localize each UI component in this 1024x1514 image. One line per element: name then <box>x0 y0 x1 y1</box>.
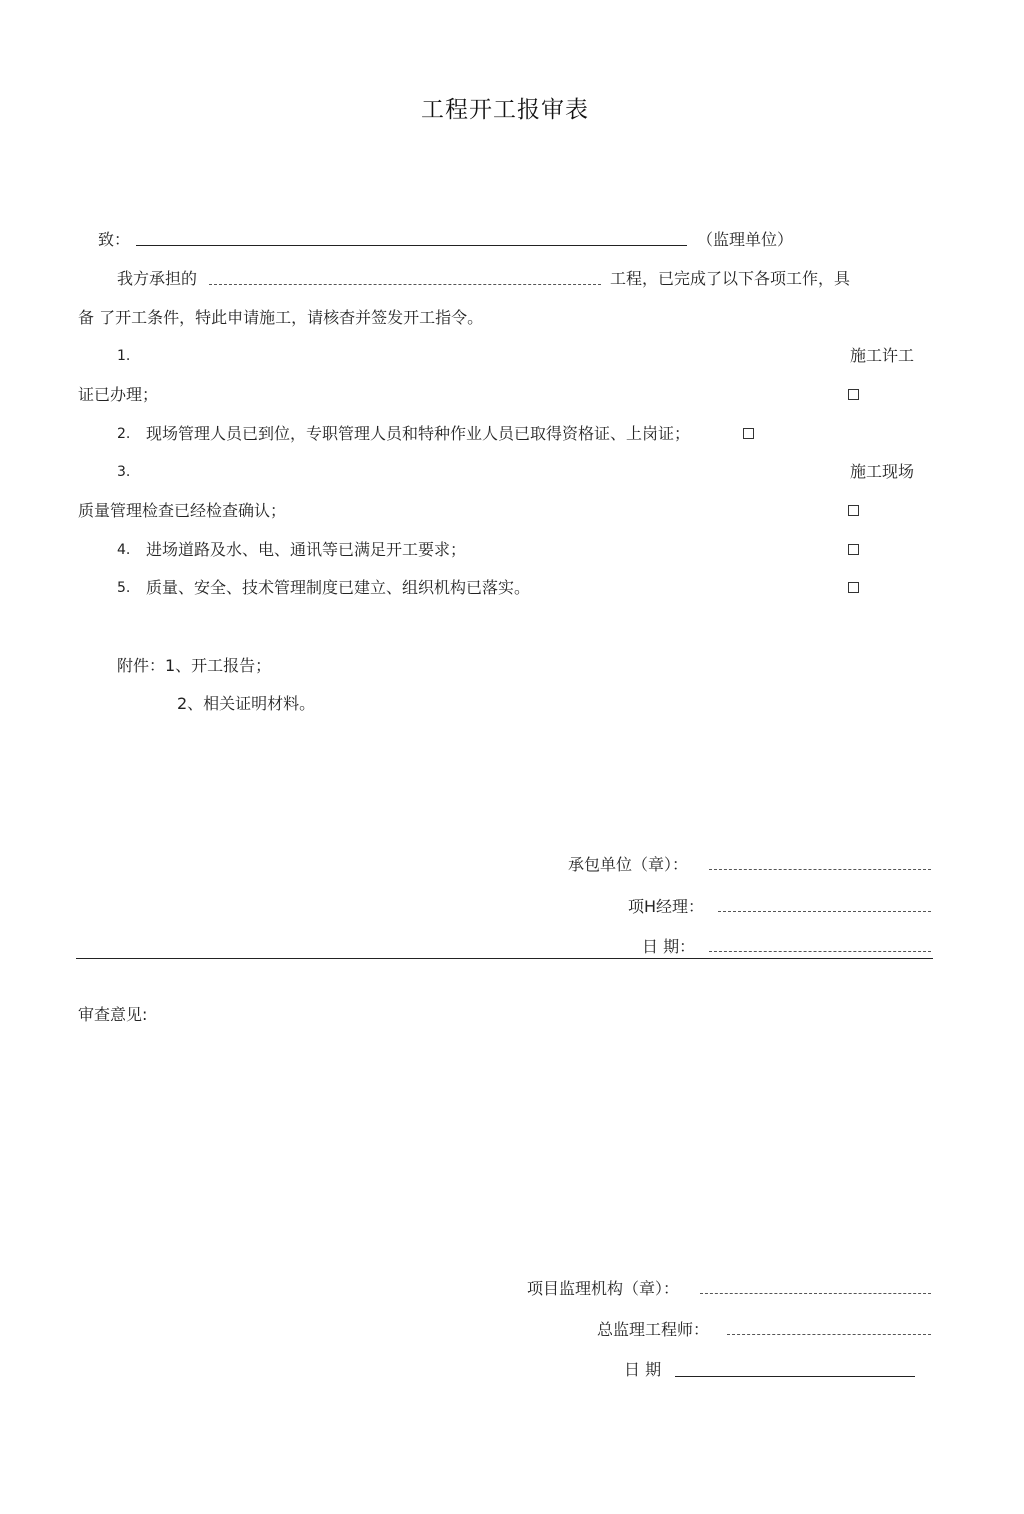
section-divider <box>76 958 933 959</box>
contractor-unit-label: 承包单位（章）： <box>568 855 689 874</box>
item-5-checkbox[interactable] <box>848 582 859 593</box>
item-1-text-right: 施工许工 <box>850 346 915 365</box>
item-4-checkbox[interactable] <box>848 544 859 555</box>
item-5-number: 5. <box>117 580 131 596</box>
item-2-text: 现场管理人员已到位，专职管理人员和特种作业人员已取得资格证、上岗证； <box>146 424 691 443</box>
intro-line2: 备 了开工条件，特此申请施工，请核杳并签发开工指令。 <box>78 308 484 327</box>
supervisor-date-label: 日 期 <box>624 1360 662 1379</box>
item-1-checkbox[interactable] <box>848 389 859 400</box>
supervisor-date-field[interactable] <box>675 1376 915 1377</box>
item-1-number: 1. <box>117 348 131 364</box>
to-suffix: （监理单位） <box>697 230 794 249</box>
to-recipient-field[interactable] <box>136 245 687 246</box>
item-3-checkbox[interactable] <box>848 505 859 516</box>
intro-line1-end: 工程，已完成了以下各项工作，具 <box>610 269 851 288</box>
item-1-text-cont: 证已办理； <box>78 385 159 404</box>
item-4-number: 4. <box>117 542 131 558</box>
supervisor-org-label: 项目监理机构（章）： <box>527 1279 680 1298</box>
contractor-date-label: 日 期： <box>642 937 696 956</box>
item-3-number: 3. <box>117 464 131 480</box>
item-3-text-right: 施工现场 <box>850 462 915 481</box>
attachment-item-2: 2、相关证明材料。 <box>177 694 316 713</box>
project-name-field[interactable] <box>209 284 601 285</box>
intro-line1-start: 我方承担的 <box>117 269 198 288</box>
item-4-text: 进场道路及水、电、通讯等已满足开工要求； <box>146 540 467 559</box>
attachments-label: 附件：1、开工报告； <box>117 656 272 675</box>
item-3-text-cont: 质量管理检查已经检查确认； <box>78 501 287 520</box>
review-opinion-label: 审查意见: <box>78 1005 148 1024</box>
item-2-number: 2. <box>117 426 131 442</box>
contractor-unit-field[interactable] <box>709 869 931 870</box>
chief-supervisor-field[interactable] <box>727 1334 931 1335</box>
project-manager-label: 项H经理： <box>628 897 705 916</box>
project-manager-field[interactable] <box>718 911 931 912</box>
chief-supervisor-label: 总监理工程师： <box>597 1320 710 1339</box>
document-title: 工程开工报审表 <box>421 97 589 123</box>
item-5-text: 质量、安全、技术管理制度已建立、组织机构已落实。 <box>146 578 531 597</box>
contractor-date-field[interactable] <box>709 951 931 952</box>
supervisor-org-field[interactable] <box>700 1293 931 1294</box>
item-2-checkbox[interactable] <box>743 428 754 439</box>
to-prefix: 致： <box>98 230 131 249</box>
